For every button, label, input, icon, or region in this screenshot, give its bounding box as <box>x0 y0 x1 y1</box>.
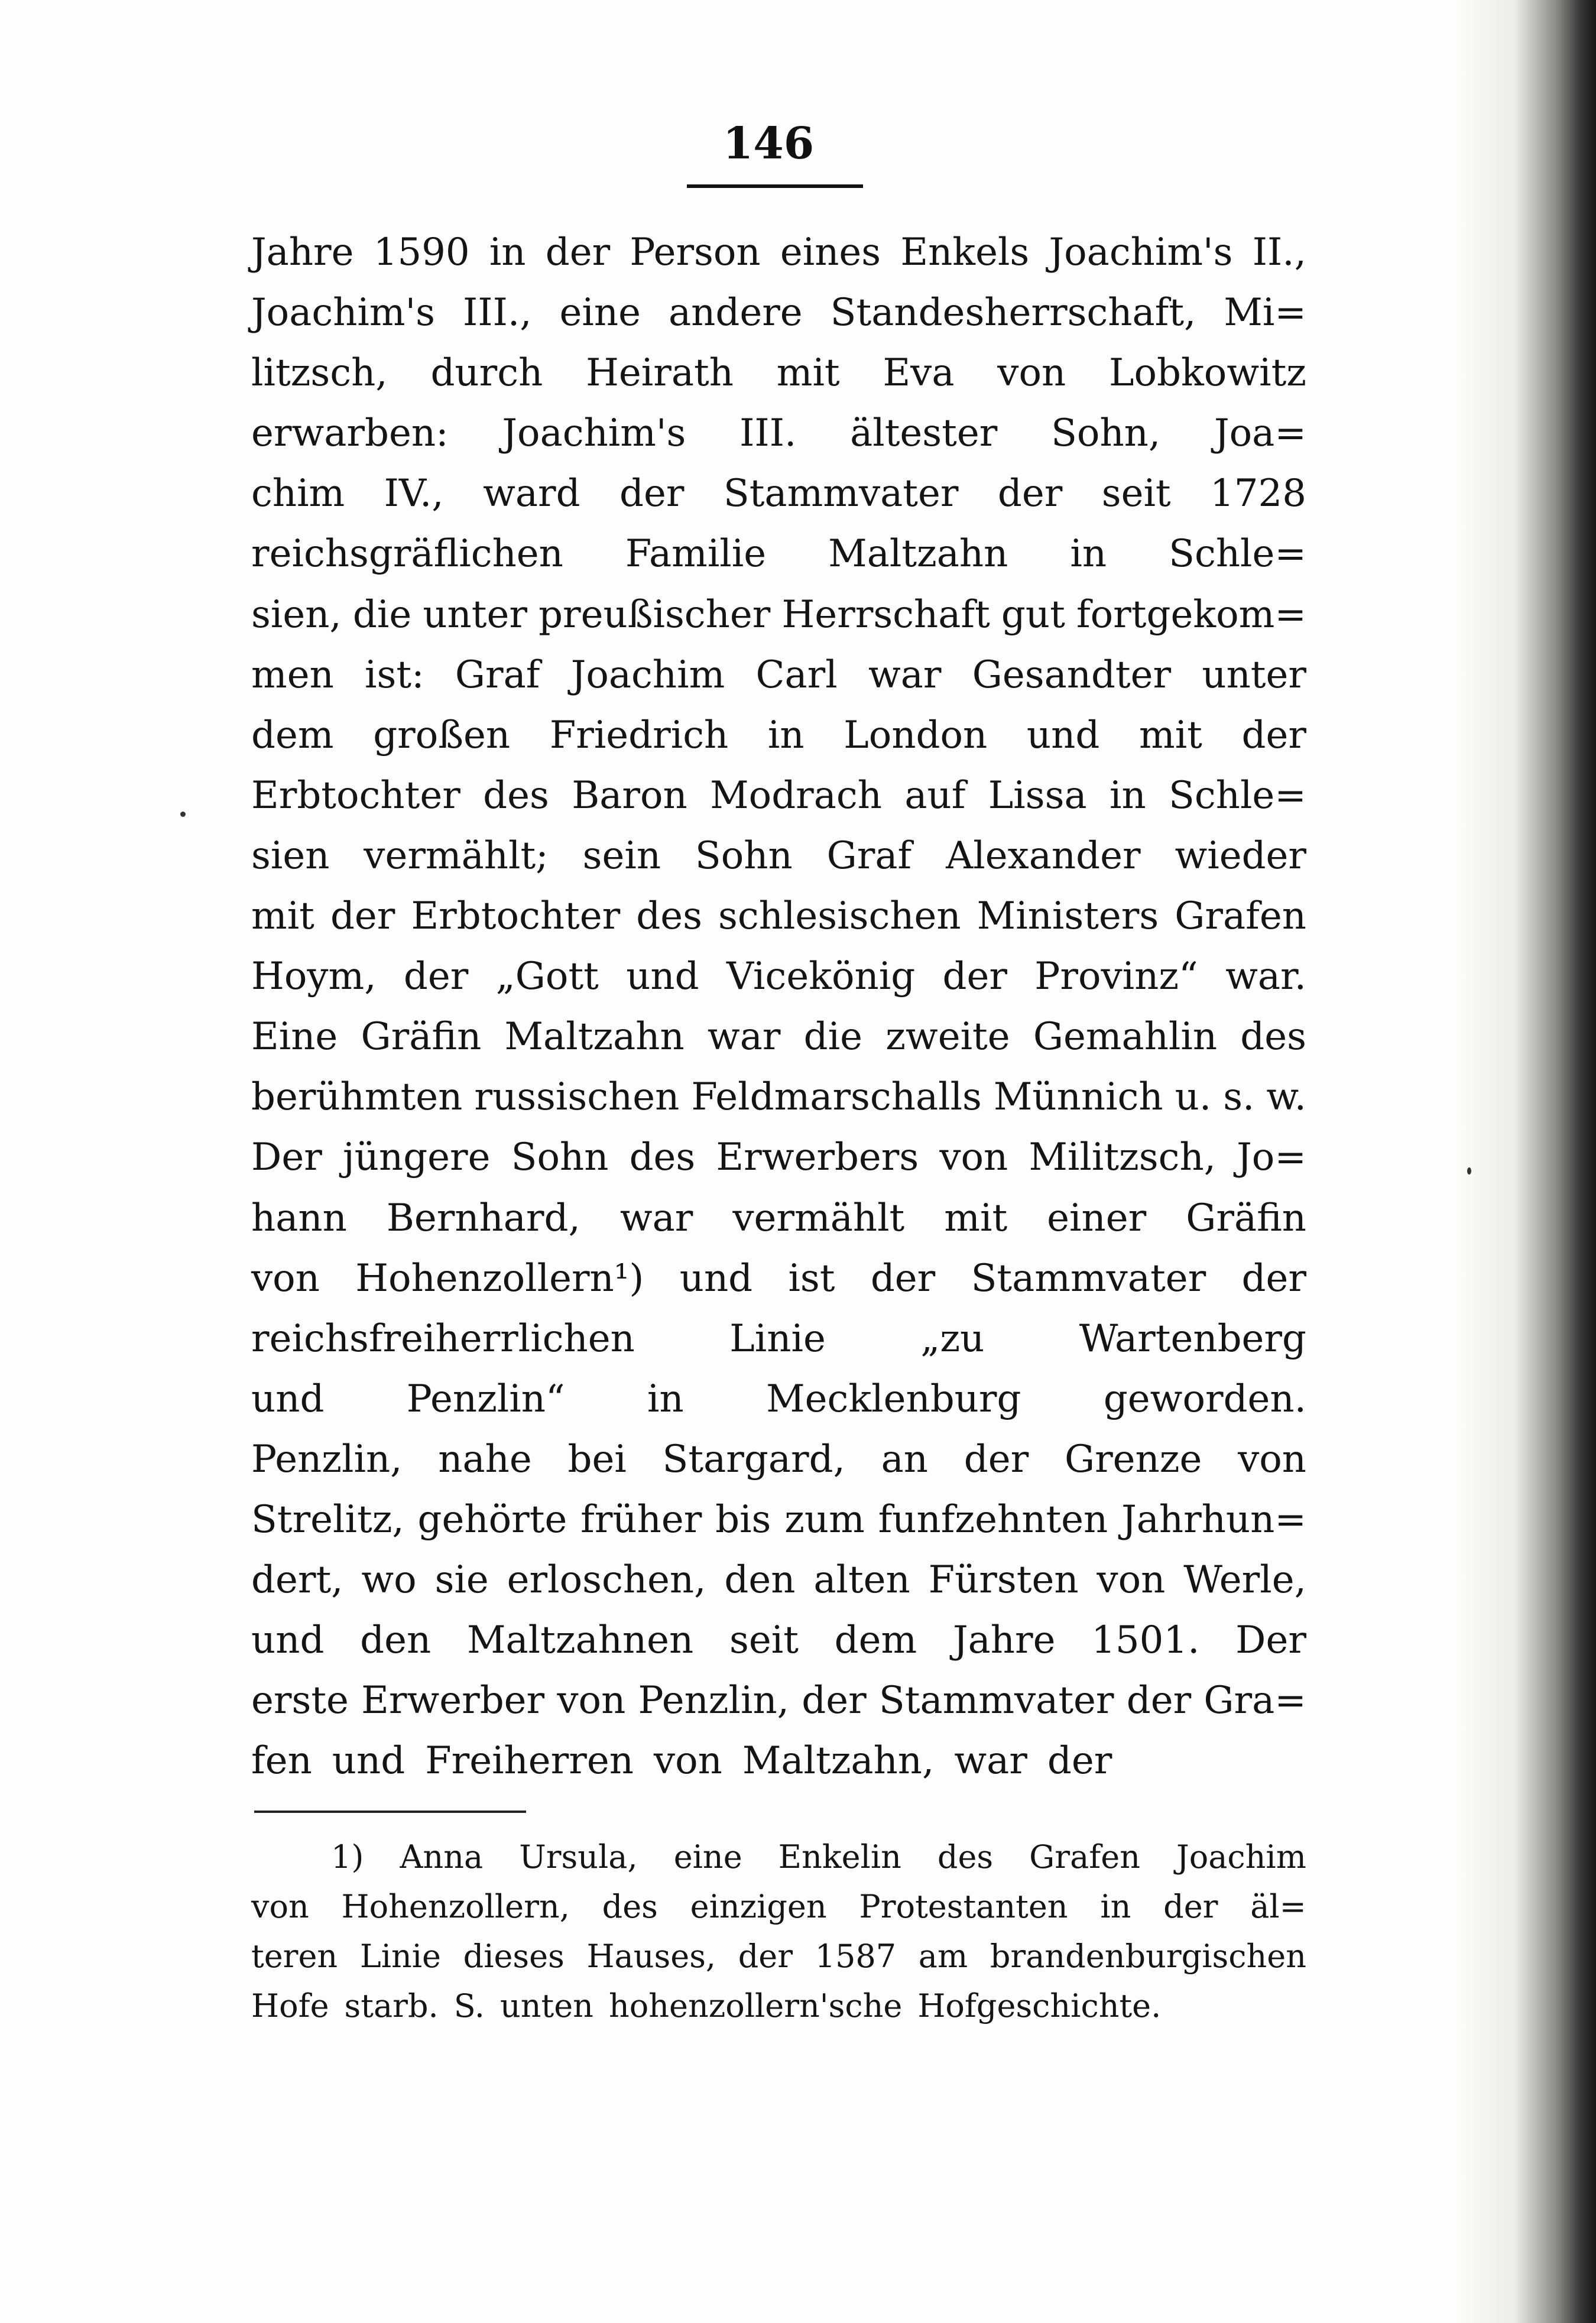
text-line: dem großen Friedrich in London und mit der <box>251 713 1306 757</box>
text-line: mit der Erbtochter des schlesischen Ministers Grafen <box>251 894 1306 939</box>
text-line: chim IV., ward der Stammvater der seit 1728 <box>251 472 1306 516</box>
page-number: 146 <box>722 118 815 169</box>
text-line: Der jüngere Sohn des Erwerbers von Militzsch, Jo= <box>251 1135 1306 1180</box>
page-number-rule <box>687 184 863 188</box>
footnote-line: von Hohenzollern, des einzigen Protestanten in der äl= <box>251 1888 1306 1925</box>
text-line: erwarben: Joachim's III. ältester Sohn, Joa= <box>251 411 1306 456</box>
text-line: Penzlin, nahe bei Stargard, an der Grenze von <box>251 1437 1306 1481</box>
footnote-separator <box>254 1811 526 1813</box>
text-line: berühmten russischen Feldmarschalls Münnich u. s. w. <box>251 1075 1306 1120</box>
text-line: Joachim's III., eine andere Standesherrschaft, Mi= <box>251 291 1306 335</box>
main-text-block <box>251 222 1306 1791</box>
text-line: hann Bernhard, war vermählt mit einer Gräfin <box>251 1196 1306 1240</box>
text-line: Strelitz, gehörte früher bis zum funfzehnten Jahrhun= <box>251 1497 1306 1542</box>
stray-mark <box>180 812 186 817</box>
footnote-block <box>251 1832 1306 2031</box>
text-line: erste Erwerber von Penzlin, der Stammvater der Gra= <box>251 1679 1306 1723</box>
text-line: Jahre 1590 in der Person eines Enkels Joachim's II., <box>251 231 1306 274</box>
footnote-line: Hofe starb. S. unten hohenzollern'sche Hofgeschichte. <box>251 1987 1162 2024</box>
text-line: von Hohenzollern¹) und ist der Stammvater der <box>251 1256 1306 1300</box>
page-gutter-shadow <box>1460 0 1596 2323</box>
text-line: reichsgräflichen Familie Maltzahn in Schle= <box>251 532 1306 576</box>
text-line: und Penzlin“ in Mecklenburg geworden. <box>251 1377 1306 1421</box>
text-line: sien vermählt; sein Sohn Graf Alexander wieder <box>251 833 1306 878</box>
text-line: Erbtochter des Baron Modrach auf Lissa in Schle= <box>251 773 1306 817</box>
text-line: Hoym, der „Gott und Vicekönig der Provinz“ war. <box>251 955 1306 999</box>
text-line: dert, wo sie erloschen, den alten Fürsten von Werle, <box>251 1558 1306 1602</box>
text-line: reichsfreiherrlichen Linie „zu Wartenberg <box>251 1316 1306 1361</box>
text-line: und den Maltzahnen seit dem Jahre 1501. Der <box>251 1618 1306 1663</box>
text-line: Eine Gräfin Maltzahn war die zweite Gemahlin des <box>251 1015 1306 1059</box>
text-line: litzsch, durch Heirath mit Eva von Lobkowitz <box>251 351 1306 395</box>
stray-mark <box>1467 1167 1471 1175</box>
text-line: fen und Freiherren von Maltzahn, war der <box>251 1739 1112 1783</box>
text-line: men ist: Graf Joachim Carl war Gesandter unter <box>251 653 1306 697</box>
footnote-line: teren Linie dieses Hauses, der 1587 am brandenburgischen <box>251 1938 1306 1975</box>
footnote-line: 1) Anna Ursula, eine Enkelin des Grafen Joachim <box>331 1838 1306 1876</box>
text-line: sien, die unter preußischer Herrschaft gut fortgekom= <box>251 592 1306 637</box>
